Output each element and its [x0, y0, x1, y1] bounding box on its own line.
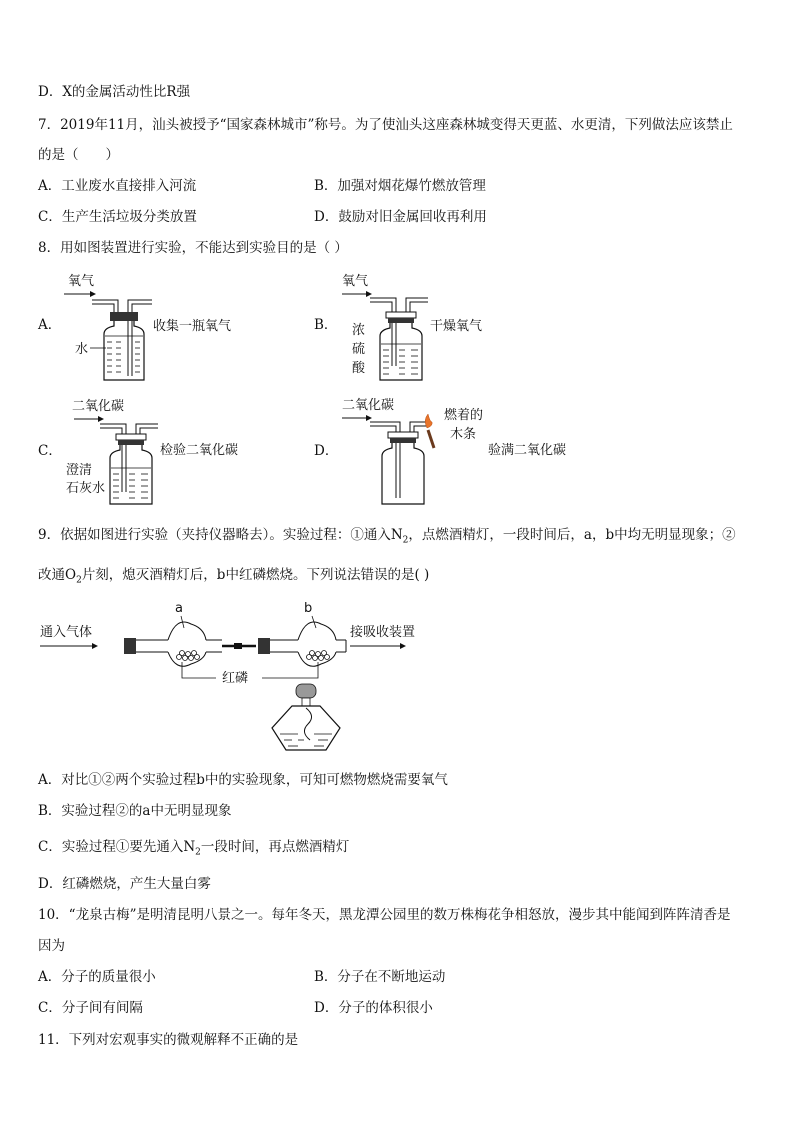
- q11-stem: 11．下列对宏观事实的微观解释不正确的是: [38, 1032, 299, 1048]
- q7-option-b: B．加强对烟花爆竹燃放管理: [314, 178, 486, 194]
- q8-c-purpose: 检验二氧化碳: [160, 443, 239, 458]
- q9-stem-line1: 9．依据如图进行实验（夹持仪器略去）。实验过程：①通入$N_2$，点燃酒精灯，一段时间后，a，b中均无明显现象；②: [38, 527, 736, 546]
- q10-option-d: D．分子的体积很小: [314, 1000, 433, 1016]
- q8-option-b-letter: B．: [314, 317, 338, 333]
- q8-c-gas-label: 二氧化碳: [72, 399, 125, 414]
- q7-stem-line1: 7．2019年11月，汕头被授予“国家森林城市”称号。为了使汕头这座森林城变得天更蓝、水更清，下列做法应该禁止: [38, 117, 733, 133]
- q8-b-acid-char1: 浓: [352, 323, 366, 338]
- q8-a-water-label: 水: [75, 342, 89, 357]
- q8-a-gas-label: 氧气: [68, 274, 95, 289]
- q9-option-c: C．实验过程①要先通入$N_2$一段时间，再点燃酒精灯: [38, 839, 350, 858]
- q8-c-limewater-line1: 澄清: [66, 463, 93, 478]
- q10-option-a: A．分子的质量很小: [38, 969, 156, 985]
- q6-option-d: D．X的金属活动性比R强: [38, 84, 191, 100]
- q8-b-acid-char3: 酸: [352, 361, 366, 376]
- q9-option-a: A．对比①②两个实验过程b中的实验现象，可知可燃物燃烧需要氧气: [38, 772, 448, 788]
- q8-stem: 8．用如图装置进行实验，不能达到实验目的是（ ）: [38, 240, 348, 256]
- q10-stem-line1: 10．“龙泉古梅”是明清昆明八景之一。每年冬天，黑龙潭公园里的数万株梅花争相怒放，漫步其中能闻到阵阵清香是: [38, 907, 731, 923]
- q8-option-a-letter: A．: [38, 317, 62, 333]
- q8-b-acid-char2: 硫: [352, 342, 366, 357]
- q10-option-c: C．分子间有间隔: [38, 1000, 143, 1016]
- q8-d-gas-label: 二氧化碳: [342, 398, 395, 413]
- q9-label-b: b: [304, 601, 313, 616]
- q8-apparatus-a: [60, 268, 260, 388]
- q8-b-purpose: 干燥氧气: [430, 319, 483, 334]
- q9-phosphorus-label: 红磷: [222, 671, 249, 686]
- q7-option-c: C．生产生活垃圾分类放置: [38, 209, 197, 225]
- q8-apparatus-d: [338, 392, 598, 512]
- q7-stem-line2: 的是（ ）: [38, 147, 119, 163]
- q8-d-purpose: 验满二氧化碳: [488, 443, 567, 458]
- q9-label-a: a: [175, 601, 183, 616]
- q8-d-stick-line1: 燃着的: [444, 408, 484, 423]
- q8-a-purpose: 收集一瓶氧气: [153, 319, 232, 334]
- q8-b-gas-label: 氧气: [342, 274, 369, 289]
- q9-apparatus: [36, 598, 436, 756]
- q9-outlet-label: 接吸收装置: [350, 625, 416, 640]
- q7-option-d: D．鼓励对旧金属回收再利用: [314, 209, 487, 225]
- q8-apparatus-b: [338, 268, 538, 388]
- q9-inlet-label: 通入气体: [40, 625, 93, 640]
- q8-apparatus-c: [60, 392, 280, 512]
- q7-option-a: A．工业废水直接排入河流: [38, 178, 197, 194]
- q10-stem-line2: 因为: [38, 938, 65, 954]
- q9-option-d: D．红磷燃烧，产生大量白雾: [38, 876, 211, 892]
- q8-option-d-letter: D．: [314, 443, 339, 459]
- q8-option-c-letter: C．: [38, 443, 62, 459]
- q9-stem-line2: 改通$O_2$片刻，熄灭酒精灯后，b中红磷燃烧。下列说法错误的是( ): [38, 567, 430, 586]
- q9-option-b: B．实验过程②的a中无明显现象: [38, 803, 232, 819]
- q8-c-limewater-line2: 石灰水: [66, 481, 106, 496]
- q10-option-b: B．分子在不断地运动: [314, 969, 446, 985]
- q8-d-stick-line2: 木条: [450, 427, 477, 442]
